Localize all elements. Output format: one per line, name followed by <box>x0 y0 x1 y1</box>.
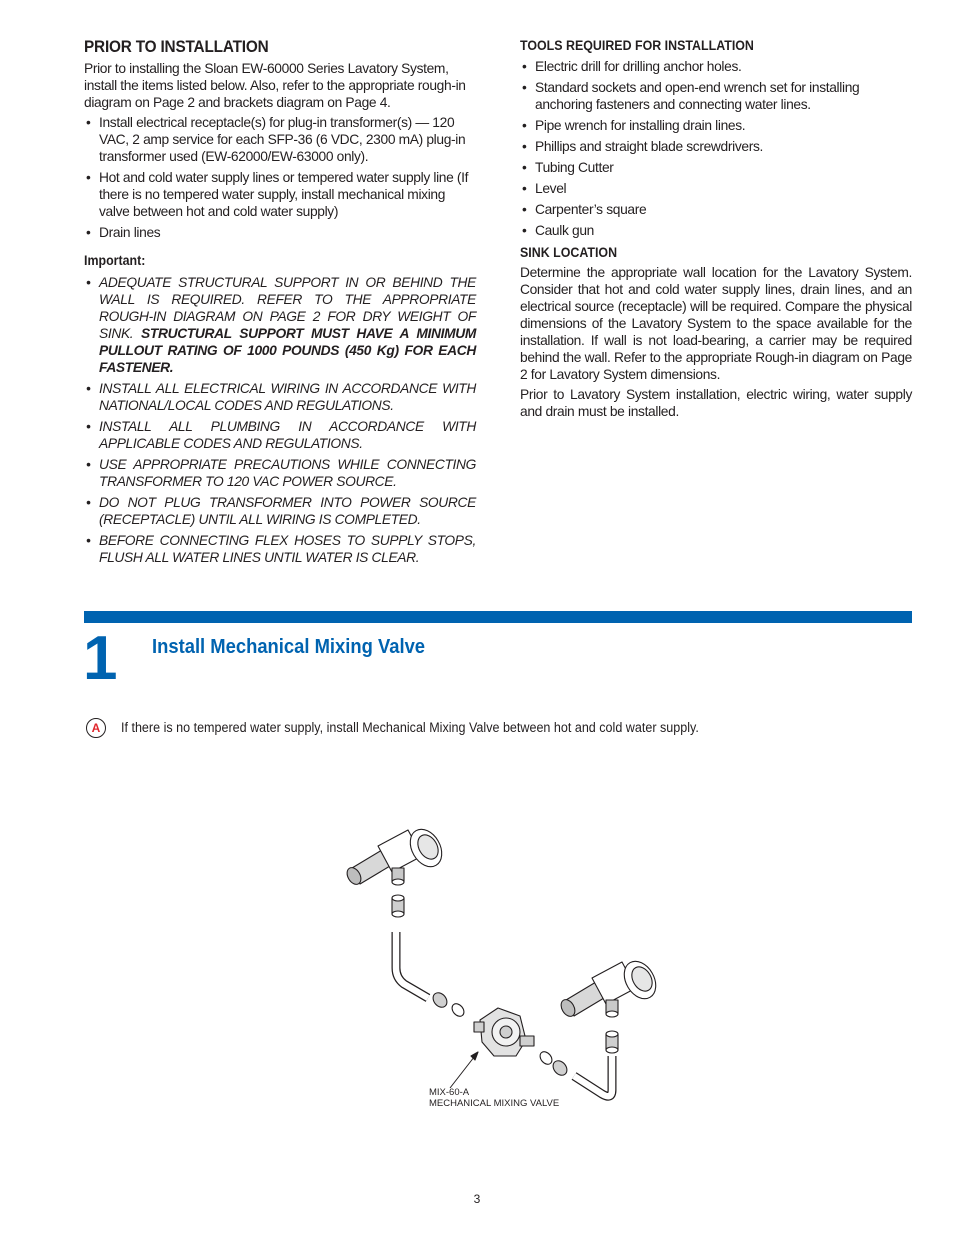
prior-list <box>84 114 476 241</box>
badge-letter: A <box>91 721 101 735</box>
diagram-label-name: MECHANICAL MIXING VALVE <box>429 1098 560 1109</box>
sink-heading: SINK LOCATION <box>520 245 618 260</box>
list-item: • DO NOT PLUG TRANSFORMER INTO POWER SOURCE (RECEPTACLE) UNTIL ALL WIRING IS COMPLETED. <box>84 494 476 528</box>
mixing-valve-diagram <box>330 820 670 1120</box>
supply-stop-valve-icon <box>558 956 662 1019</box>
list-item: • Level <box>520 180 912 197</box>
list-item: • Standard sockets and open-end wrench set for installing anchoring fasteners and connecting water lines. <box>520 79 912 113</box>
step-instruction: If there is no tempered water supply, install Mechanical Mixing Valve between hot and cold water supply. <box>121 720 699 735</box>
list-item: • Electric drill for drilling anchor holes. <box>520 58 912 75</box>
list-item: • USE APPROPRIATE PRECAUTIONS WHILE CONNECTING TRANSFORMER TO 120 VAC POWER SOURCE. <box>84 456 476 490</box>
important-item-bold: STRUCTURAL SUPPORT MUST HAVE A MINIMUM PULLOUT RATING OF 1000 POUNDS (450 Kg) FOR EACH FASTENER. <box>99 326 476 375</box>
list-item <box>84 274 476 376</box>
list-item: • Phillips and straight blade screwdrivers. <box>520 138 912 155</box>
callout-arrow-icon <box>450 1052 478 1088</box>
step-a-badge <box>86 718 106 738</box>
sink-paragraph-2: Prior to Lavatory System installation, electric wiring, water supply and drain must be installed. <box>520 387 912 419</box>
mixing-valve-body-icon <box>474 1008 534 1056</box>
left-column <box>84 38 476 570</box>
step-title: Install Mechanical Mixing Valve <box>152 636 426 658</box>
list-item: • INSTALL ALL ELECTRICAL WIRING IN ACCORDANCE WITH NATIONAL/LOCAL CODES AND REGULATIONS. <box>84 380 476 414</box>
step-number: 1 <box>83 624 116 693</box>
list-item: • Hot and cold water supply lines or tempered water supply line (If there is no tempered water supply, install mechanical mixing valve between hot and cold water supply) <box>84 169 476 220</box>
list-item: • Tubing Cutter <box>520 159 912 176</box>
list-item: • Pipe wrench for installing drain lines. <box>520 117 912 134</box>
tools-heading: TOOLS REQUIRED FOR INSTALLATION <box>520 38 754 53</box>
important-list <box>84 274 476 566</box>
list-item: • Install electrical receptacle(s) for plug-in transformer(s) — 120 VAC, 2 amp service for each SFP-36 (6 VDC, 2300 mA) plug-in transformer used (EW-62000/EW-63000 only). <box>84 114 476 165</box>
list-item: • Carpenter’s square <box>520 201 912 218</box>
right-column <box>520 38 912 420</box>
section-divider-bar <box>84 611 912 623</box>
sink-paragraph: Determine the appropriate wall location for the Lavatory System. Consider that hot and cold water supply lines, drain lines, and an electrical source (receptacle) will be required. Compare the physical dimensions of the Lavatory System to the space available for the installation. If wall is not load-bearing, a carrier may be required behind the wall. Refer to the appropriate Rough-in diagram on Page 2 for Lavatory System dimensions. <box>520 265 912 382</box>
page-number: 3 <box>473 1192 481 1206</box>
list-item: • BEFORE CONNECTING FLEX HOSES TO SUPPLY STOPS, FLUSH ALL WATER LINES UNTIL WATER IS CLEAR. <box>84 532 476 566</box>
important-item-text: ADEQUATE STRUCTURAL SUPPORT IN OR BEHIND THE WALL IS REQUIRED. REFER TO THE APPROPRIATE ROUGH-IN DIAGRAM ON PAGE 2 FOR DRY WEIGHT OF SINK. <box>99 275 476 341</box>
supply-stop-valve-icon <box>344 824 448 887</box>
diagram-label-model: MIX-60-A <box>429 1087 470 1098</box>
list-item: • INSTALL ALL PLUMBING IN ACCORDANCE WITH APPLICABLE CODES AND REGULATIONS. <box>84 418 476 452</box>
compression-nut-icon <box>606 1031 618 1053</box>
compression-nut-icon <box>392 895 404 917</box>
important-heading: Important: <box>84 253 146 268</box>
prior-heading: PRIOR TO INSTALLATION <box>84 38 269 56</box>
list-item: • Caulk gun <box>520 222 912 239</box>
prior-intro: Prior to installing the Sloan EW-60000 Series Lavatory System, install the items listed below. Also, refer to the appropriate rough-in diagram on Page 2 and brackets diagram on Page 4. <box>84 61 466 110</box>
list-item: • Drain lines <box>84 224 476 241</box>
tools-list <box>520 58 912 239</box>
diagram-label <box>429 1087 559 1109</box>
